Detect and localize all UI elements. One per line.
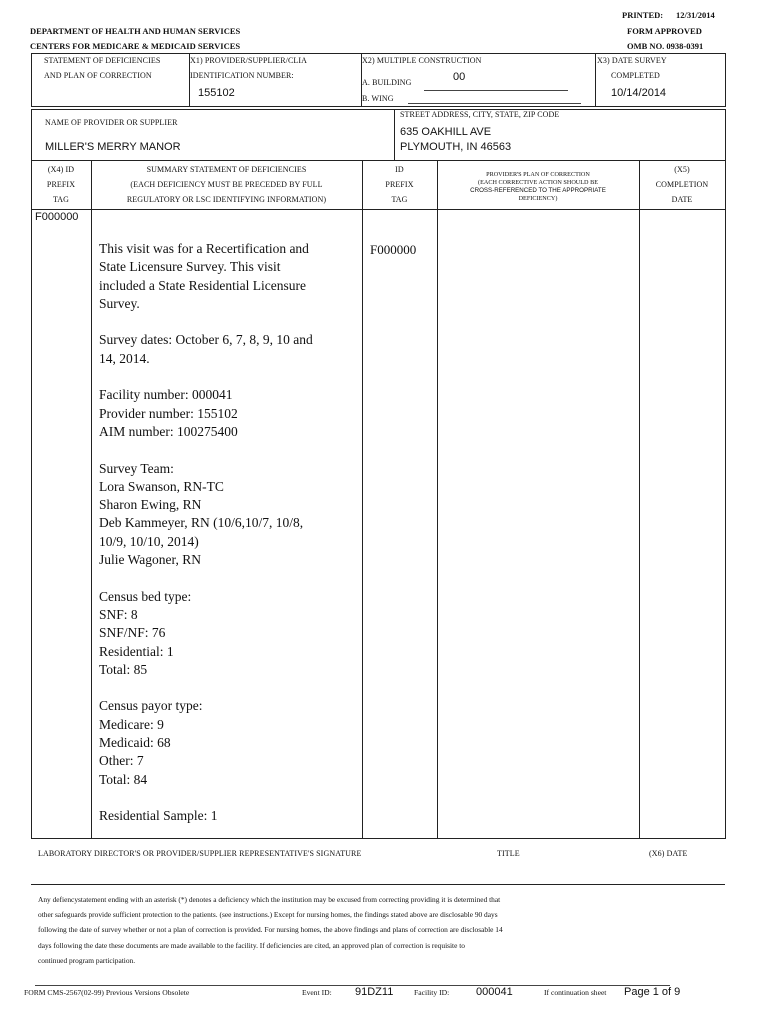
id-header-3: TAG (391, 195, 408, 204)
facility-id-label: Facility ID: (414, 988, 450, 997)
printed-label: PRINTED: (622, 10, 664, 20)
building-label: A. BUILDING (362, 78, 412, 87)
disclaimer-line: continued program participation. (38, 955, 136, 965)
x4-header-2: PREFIX (46, 180, 76, 189)
deficiency-summary (99, 240, 357, 844)
facility-id-value: 000041 (476, 986, 513, 998)
event-id-value: 91DZ11 (355, 986, 394, 998)
id-header-1: ID (395, 165, 404, 174)
title-label: TITLE (497, 849, 520, 858)
summary-paragraph: This visit was for a Recertification and State Licensure Survey. This visit included a State Residential Licensure Survey. (99, 241, 309, 311)
disclaimer (38, 892, 718, 968)
form-approved: FORM APPROVED (627, 26, 702, 36)
disclaimer-line: Any defiencystatement ending with an asterisk (*) denotes a deficiency which the institution may be excused from correcting providing it is determined that (38, 895, 501, 904)
plan-header-2: (EACH CORRECTIVE ACTION SHOULD BE (478, 179, 598, 186)
plan-header-3: CROSS-REFERENCED TO THE APPROPRIATE (470, 187, 606, 194)
plan-header-4: DEFICIENCY) (518, 195, 558, 202)
x4-header-1: (X4) ID (47, 165, 75, 174)
x5-header-1: (X5) (674, 165, 690, 174)
summary-header-1: SUMMARY STATEMENT OF DEFICIENCIES (146, 165, 307, 174)
x5-header-2: COMPLETION (655, 180, 709, 189)
provider-name-value: MILLER'S MERRY MANOR (45, 141, 181, 153)
right-prefix-tag: F000000 (370, 242, 417, 257)
summary-paragraph: Census bed type: SNF: 8 SNF/NF: 76 Residential: 1 Total: 85 (99, 588, 192, 677)
summary-paragraph: Census payor type: Medicare: 9 Medicaid: 68 Other: 7 Total: 84 (99, 698, 203, 787)
centers-title: CENTERS FOR MEDICARE & MEDICAID SERVICES (30, 41, 241, 51)
event-id-label: Event ID: (302, 988, 332, 997)
survey-date-value: 10/14/2014 (611, 87, 667, 99)
x3-label-2: COMPLETED (611, 71, 660, 80)
id-header-2: PREFIX (385, 180, 414, 189)
printed-date: 12/31/2014 (676, 10, 715, 20)
page-number: Page 1 of 9 (624, 986, 681, 998)
summary-paragraph: Survey Team: Lora Swanson, RN-TC Sharon Ewing, RN Deb Kammeyer, RN (10/6,10/7, 10/8, 10/9, 10/10, 2014) Julie Wagoner, RN (99, 460, 304, 568)
provider-name-label: NAME OF PROVIDER OR SUPPLIER (45, 118, 178, 127)
building-value: 00 (453, 71, 466, 83)
form-number: FORM CMS-2567(02-99) Previous Versions Obsolete (24, 988, 190, 997)
x3-label-1: X3) DATE SURVEY (597, 56, 667, 65)
date-label: (X6) DATE (649, 849, 688, 858)
director-signature-label: LABORATORY DIRECTOR'S OR PROVIDER/SUPPLIER REPRESENTATIVE'S SIGNATURE (38, 849, 362, 858)
address-line-1: 635 OAKHILL AVE (400, 126, 492, 138)
wing-label: B. WING (362, 94, 394, 103)
statement-label-1: STATEMENT OF DEFICIENCIES (44, 56, 161, 65)
x1-label-1: X1) PROVIDER/SUPPLIER/CLIA (190, 56, 308, 65)
summary-paragraph: Residential Sample: 1 (99, 808, 218, 824)
summary-header-2: (EACH DEFICIENCY MUST BE PRECEDED BY FULL (130, 180, 323, 189)
disclaimer-line: following the date of survey whether or not a plan of correction is provided. For nursing homes, the above findings and plans of correction are disclosable 14 (38, 925, 503, 935)
continuation-label: If continuation sheet (544, 988, 607, 997)
x2-label: X2) MULTIPLE CONSTRUCTION (362, 56, 482, 65)
summary-paragraph: Survey dates: October 6, 7, 8, 9, 10 and 14, 2014. (99, 332, 313, 366)
omb-number: OMB NO. 0938-0391 (627, 41, 704, 51)
address-label: STREET ADDRESS, CITY, STATE, ZIP CODE (400, 110, 560, 119)
left-prefix-tag: F000000 (35, 211, 79, 223)
x5-header-3: DATE (671, 195, 693, 204)
provider-id-value: 155102 (198, 87, 235, 99)
x4-header-3: TAG (52, 195, 70, 204)
address-line-2: PLYMOUTH, IN 46563 (400, 141, 512, 153)
disclaimer-line: other safeguards provide sufficient protection to the patients. (see instructions.) Except for nursing homes, the findings stated above are disclosable 90 days (38, 910, 498, 920)
summary-paragraph: Facility number: 000041 Provider number: 155102 AIM number: 100275400 (99, 387, 238, 439)
statement-label-2: AND PLAN OF CORRECTION (44, 71, 152, 80)
disclaimer-line: days following the date these documents are made available to the facility. If deficiencies are cited, an approved plan of correction is requisite to (38, 940, 465, 950)
plan-header-1: PROVIDER'S PLAN OF CORRECTION (486, 171, 590, 178)
summary-header-3: REGULATORY OR LSC IDENTIFYING INFORMATION) (126, 195, 327, 204)
x1-label-2: IDENTIFICATION NUMBER: (190, 71, 294, 80)
department-title: DEPARTMENT OF HEALTH AND HUMAN SERVICES (30, 26, 241, 36)
